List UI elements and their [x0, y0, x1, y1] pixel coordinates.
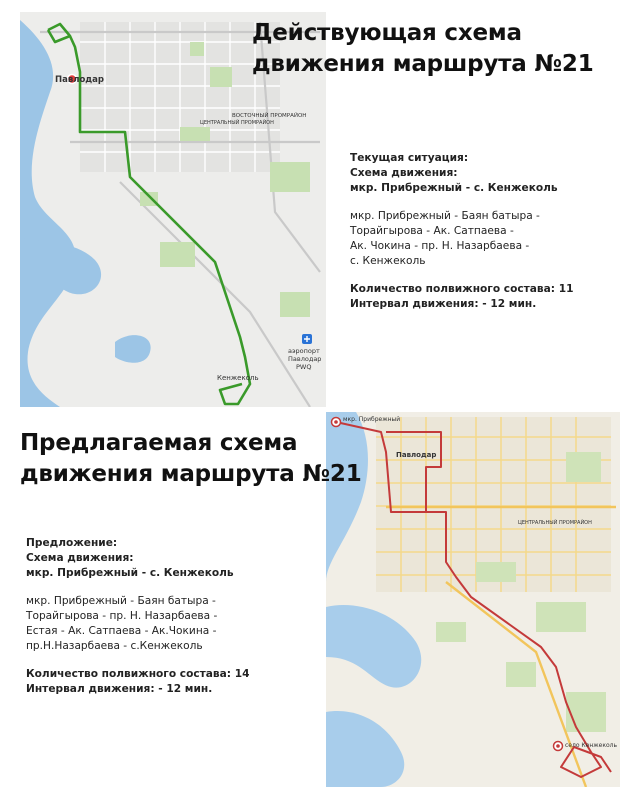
current-title-line2: движения маршрута №21 [252, 51, 594, 77]
current-stops-line: с. Кенжеколь [350, 255, 426, 267]
proposed-scheme-title [20, 428, 362, 490]
proposal-label: Предложение: [26, 537, 118, 549]
proposed-stops-line: Естая - Ак. Сатпаева - Ак.Чокина - [26, 625, 217, 637]
map-label-airport-1: аэропорт [288, 347, 320, 355]
airport-icon [302, 334, 312, 344]
bus-stop-marker-icon [554, 742, 563, 751]
map-label-central: ЦЕНТРАЛЬНЫЙ ПРОМРАЙОН [200, 120, 274, 126]
current-stops-line: Торайгырова - Ак. Сатпаева - [350, 225, 514, 237]
map-label-start: мкр. Прибрежный [343, 416, 401, 423]
proposed-route-map[interactable] [326, 412, 620, 787]
map-label-airport-3: PWQ [296, 363, 312, 371]
current-title-line1: Действующая схема [252, 20, 522, 46]
current-fleet-count: Количество полвижного состава: 11 [350, 283, 574, 295]
proposed-interval: Интервал движения: - 12 мин. [26, 683, 213, 695]
map-label-city: Павлодар [55, 75, 104, 85]
map-label-airport-2: Павлодар [288, 355, 322, 363]
map-label-industrial: ВОСТОЧНЫЙ ПРОМРАЙОН [232, 113, 307, 119]
map-label-end: село Кенжеколь [565, 742, 618, 749]
current-stops-line: мкр. Прибрежный - Баян батыра - [350, 210, 540, 222]
proposed-stops-line: пр.Н.Назарбаева - с.Кенжеколь [26, 640, 203, 652]
proposed-fleet-count: Количество полвижного состава: 14 [26, 668, 250, 680]
proposed-route-map-canvas [326, 412, 620, 787]
proposed-title-line1: Предлагаемая схема [20, 430, 298, 456]
current-interval: Интервал движения: - 12 мин. [350, 298, 537, 310]
proposed-stops-line: Торайгырова - пр. Н. Назарбаева - [26, 610, 218, 622]
current-scheme-title [252, 18, 594, 80]
proposed-title-line2: движения маршрута №21 [20, 461, 362, 487]
map-label-industrial: ЦЕНТРАЛЬНЫЙ ПРОМРАЙОН [518, 520, 592, 526]
bus-stop-marker-icon [332, 418, 341, 427]
proposed-stops-line: мкр. Прибрежный - Баян батыра - [26, 595, 216, 607]
proposed-route-info [26, 536, 321, 697]
current-route-info [350, 151, 635, 312]
proposed-route-ends: мкр. Прибрежный - с. Кенжеколь [26, 567, 234, 579]
current-stops-line: Ак. Чокина - пр. Н. Назарбаева - [350, 240, 530, 252]
current-scheme-label: Схема движения: [350, 167, 458, 179]
proposed-scheme-label: Схема движения: [26, 552, 134, 564]
current-situation-label: Текущая ситуация: [350, 152, 469, 164]
map-label-kenzhekol: Кенжеколь [217, 374, 259, 382]
map-label-city: Павлодар [396, 451, 437, 459]
current-route-ends: мкр. Прибрежный - с. Кенжеколь [350, 182, 558, 194]
